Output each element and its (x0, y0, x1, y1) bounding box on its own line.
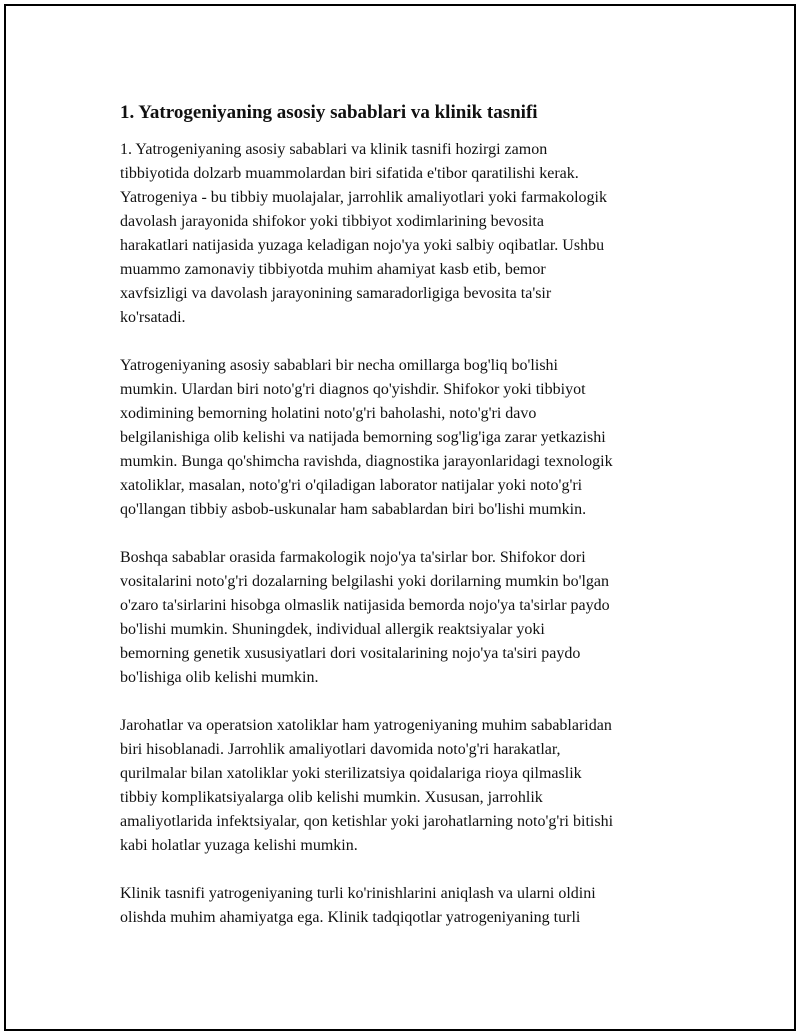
text-line: xavfsizligi va davolash jarayonining samaradorligiga bevosita ta'sir (120, 285, 552, 302)
text-line: bo'lishiga olib kelishi mumkin. (120, 669, 319, 686)
text-line: Yatrogeniya - bu tibbiy muolajalar, jarrohlik amaliyotlari yoki farmakologik (120, 189, 607, 206)
text-line: xodimining bemorning holatini noto'g'ri baholashi, noto'g'ri davo (120, 405, 537, 422)
text-line: qurilmalar bilan xatoliklar yoki sterilizatsiya qoidalariga rioya qilmaslik (120, 765, 582, 782)
text-line: bo'lishi mumkin. Shuningdek, individual allergik reaktsiyalar yoki (120, 621, 545, 638)
paragraph-4 (120, 714, 705, 858)
text-line: ko'rsatadi. (120, 309, 186, 326)
text-line: amaliyotlarida infektsiyalar, qon ketishlar yoki jarohatlarning noto'g'ri bitishi (120, 813, 614, 830)
text-line: muammo zamonaviy tibbiyotda muhim ahamiyat kasb etib, bemor (120, 261, 546, 278)
text-line: davolash jarayonida shifokor yoki tibbiyot xodimlarining bevosita (120, 213, 544, 230)
paragraph-5 (120, 882, 705, 930)
text-line: Klinik tasnifi yatrogeniyaning turli ko'rinishlarini aniqlash va ularni oldini (120, 885, 596, 902)
document-page (4, 4, 796, 1031)
text-line: qo'llangan tibbiy asbob-uskunalar ham sabablardan biri bo'lishi mumkin. (120, 501, 587, 518)
text-line: mumkin. Bunga qo'shimcha ravishda, diagnostika jarayonlaridagi texnologik (120, 453, 613, 470)
text-line: biri hisoblanadi. Jarrohlik amaliyotlari davomida noto'g'ri harakatlar, (120, 741, 561, 758)
text-line: o'zaro ta'sirlarini hisobga olmaslik natijasida bemorda nojo'ya ta'sirlar paydo (120, 597, 610, 614)
text-line: bemorning genetik xususiyatlari dori vositalarining nojo'ya ta'siri paydo (120, 645, 581, 662)
paragraph-1 (120, 138, 705, 330)
text-line: harakatlari natijasida yuzaga keladigan nojo'ya yoki salbiy oqibatlar. Ushbu (120, 237, 605, 254)
text-line: xatoliklar, masalan, noto'g'ri o'qiladigan laborator natijalar yoki noto'g'ri (120, 477, 583, 494)
text-line: Yatrogeniyaning asosiy sabablari bir necha omillarga bog'liq bo'lishi (120, 357, 558, 374)
document-body (120, 100, 705, 954)
text-line: tibbiy komplikatsiyalarga olib kelishi mumkin. Xususan, jarrohlik (120, 789, 543, 806)
text-line: mumkin. Ulardan biri noto'g'ri diagnos qo'yishdir. Shifokor yoki tibbiyot (120, 381, 586, 398)
document-title: 1. Yatrogeniyaning asosiy sabablari va klinik tasnifi (120, 102, 538, 123)
text-line: 1. Yatrogeniyaning asosiy sabablari va klinik tasnifi hozirgi zamon (120, 141, 548, 158)
text-line: belgilanishiga olib kelishi va natijada bemorning sog'lig'iga zarar yetkazishi (120, 429, 606, 446)
text-line: tibbiyotida dolzarb muammolardan biri sifatida e'tibor qaratilishi kerak. (120, 165, 579, 182)
paragraph-2 (120, 354, 705, 522)
paragraph-3 (120, 546, 705, 690)
text-line: Jarohatlar va operatsion xatoliklar ham yatrogeniyaning muhim sabablaridan (120, 717, 612, 734)
text-line: vositalarini noto'g'ri dozalarning belgilashi yoki dorilarning mumkin bo'lgan (120, 573, 610, 590)
text-line: kabi holatlar yuzaga kelishi mumkin. (120, 837, 358, 854)
text-line: Boshqa sabablar orasida farmakologik nojo'ya ta'sirlar bor. Shifokor dori (120, 549, 586, 566)
text-line: olishda muhim ahamiyatga ega. Klinik tadqiqotlar yatrogeniyaning turli (120, 909, 581, 926)
